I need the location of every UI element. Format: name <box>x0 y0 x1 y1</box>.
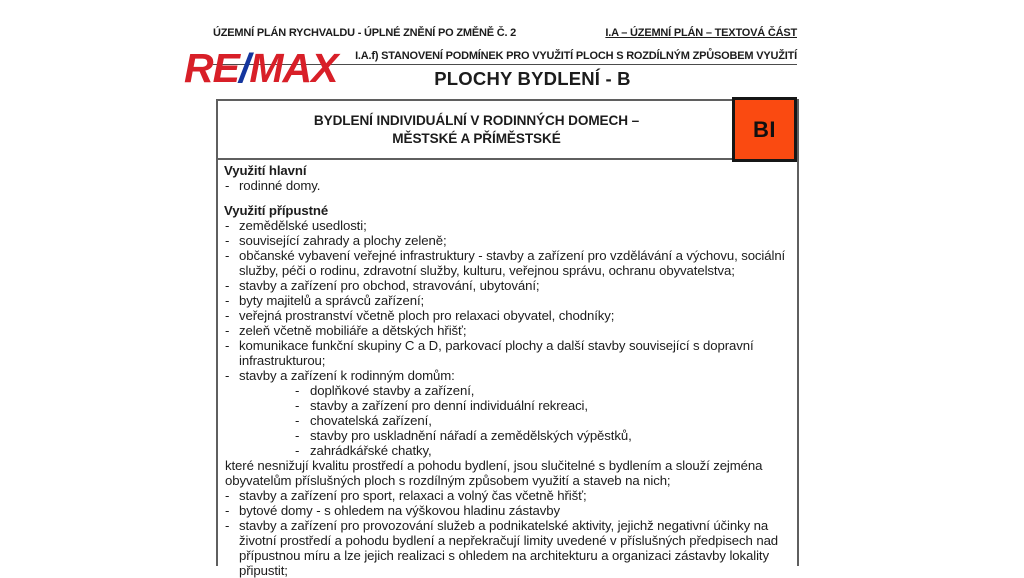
list-item-text: stavby pro uskladnění nářadí a zemědělských výpěstků, <box>310 428 632 443</box>
bullet-dash: - <box>225 233 230 248</box>
table-body-blocks <box>218 160 797 578</box>
list-item-text: zemědělské usedlosti; <box>239 218 367 233</box>
bullet-dash: - <box>225 293 230 308</box>
list-item <box>224 308 789 323</box>
list-item <box>224 413 789 428</box>
list-item <box>224 428 789 443</box>
doc-title-right: I.A – ÚZEMNÍ PLÁN – TEXTOVÁ ČÁST <box>605 27 797 39</box>
continuation-text: které nesnižují kvalitu prostředí a pohodu bydlení, jsou slučitelné s bydlením a slouží zejména obyvatelům příslušných ploch s rozdílným způsobem využití a staveb na nich; <box>225 458 763 488</box>
list-item <box>224 233 789 248</box>
bullet-dash: - <box>225 323 230 338</box>
page-title: PLOCHY BYDLENÍ - B <box>434 68 631 89</box>
list-item-text: bytové domy - s ohledem na výškovou hladinu zástavby <box>239 503 560 518</box>
bullet-dash: - <box>225 368 230 383</box>
bullet-dash: - <box>295 413 300 428</box>
list-item <box>224 383 789 398</box>
section-heading: Využití přípustné <box>224 203 329 218</box>
list-item-text: stavby a zařízení pro obchod, stravování, ubytování; <box>239 278 540 293</box>
list-item <box>224 368 789 383</box>
list-item <box>224 248 789 278</box>
bullet-dash: - <box>225 488 230 503</box>
list-item <box>224 338 789 368</box>
bullet-dash: - <box>225 518 230 533</box>
remax-logo <box>184 45 338 91</box>
list-item-text: chovatelská zařízení, <box>310 413 432 428</box>
list-spacer <box>224 193 789 203</box>
list-item <box>224 278 789 293</box>
list-item-text: stavby a zařízení k rodinným domům: <box>239 368 455 383</box>
bullet-dash: - <box>225 178 230 193</box>
section-heading: Využití hlavní <box>224 163 307 178</box>
table-header-row <box>218 101 797 160</box>
doc-header <box>213 27 797 41</box>
table-header-title-line1: BYDLENÍ INDIVIDUÁLNÍ V RODINNÝCH DOMECH – <box>313 112 640 128</box>
list-item-text: byty majitelů a správců zařízení; <box>239 293 425 308</box>
list-item-text: doplňkové stavby a zařízení, <box>310 383 475 398</box>
list-item <box>224 488 789 503</box>
list-item <box>224 178 789 193</box>
logo-max: MAX <box>249 45 338 91</box>
bullet-dash: - <box>225 308 230 323</box>
list-item-text: veřejná prostranství včetně ploch pro relaxaci obyvatel, chodníky; <box>239 308 615 323</box>
doc-title-left: ÚZEMNÍ PLÁN RYCHVALDU - ÚPLNÉ ZNĚNÍ PO ZMĚNĚ Č. 2 <box>213 27 517 39</box>
subtitle-heading: I.A.f) STANOVENÍ PODMÍNEK PRO VYUŽITÍ PLOCH S ROZDÍLNÝM ZPŮSOBEM VYUŽITÍ <box>355 50 797 62</box>
list-item <box>224 443 789 458</box>
bullet-dash: - <box>225 338 230 353</box>
list-item-text: rodinné domy. <box>239 178 321 193</box>
list-item-text: zeleň včetně mobiliáře a dětských hřišť; <box>239 323 467 338</box>
list-item <box>224 518 789 578</box>
list-item <box>224 293 789 308</box>
logo-re: RE <box>184 45 239 91</box>
zoning-table <box>216 99 799 578</box>
bullet-dash: - <box>295 398 300 413</box>
list-item-text: stavby a zařízení pro denní individuální rekreaci, <box>310 398 588 413</box>
bullet-dash: - <box>225 278 230 293</box>
list-item-text: související zahrady a plochy zeleně; <box>239 233 447 248</box>
list-item-text: komunikace funkční skupiny C a D, parkovací plochy a další stavby související s dopravní infrastrukturou; <box>239 338 754 368</box>
bullet-dash: - <box>295 428 300 443</box>
bullet-dash: - <box>295 383 300 398</box>
list-item <box>224 323 789 338</box>
bullet-dash: - <box>295 443 300 458</box>
logo-slash: / <box>238 45 250 91</box>
list-item <box>224 503 789 518</box>
table-header-title-line2: MĚSTSKÉ A PŘÍMĚSTSKÉ <box>392 130 561 146</box>
zone-code-badge: BI <box>732 97 797 162</box>
list-item-text: stavby a zařízení pro provozování služeb a podnikatelské aktivity, jejichž negativní účinky na životní prostředí a pohodu bydlení a nepřekračují limity uvedené v příslušných předpisech nad přípustnou míru a lze jejich realizaci s ohledem na architekturu a organizaci zástavby lokality připustit; <box>239 518 779 578</box>
list-item-text: zahrádkářské chatky, <box>310 443 432 458</box>
list-item-text: stavby a zařízení pro sport, relaxaci a volný čas včetně hřišť; <box>239 488 587 503</box>
bullet-dash: - <box>225 248 230 263</box>
bullet-dash: - <box>225 218 230 233</box>
list-item-text: občanské vybavení veřejné infrastruktury - stavby a zařízení pro vzdělávání a výchovu, sociální služby, péči o rodinu, zdravotní služby, kulturu, veřejnou správu, ochranu obyvatelstva; <box>239 248 786 278</box>
list-item <box>224 218 789 233</box>
bullet-dash: - <box>225 503 230 518</box>
list-item <box>224 398 789 413</box>
